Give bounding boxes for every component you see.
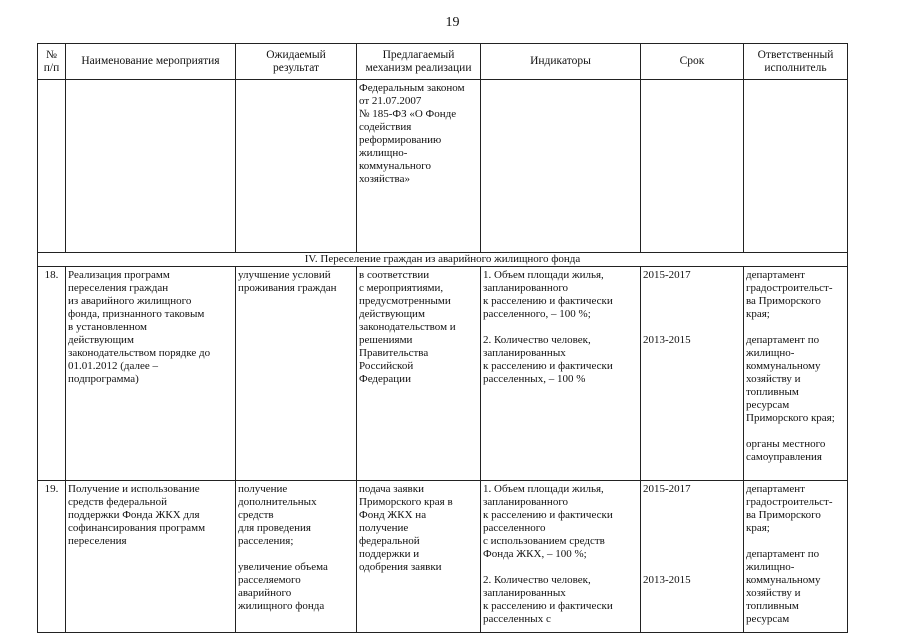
row-responsible: департамент градостроительст- ва Приморского края; департамент по жилищно- коммунальному хозяйству и топливным ресурсам — [744, 481, 848, 633]
section-title: IV. Переселение граждан из аварийного жилищного фонда — [38, 253, 848, 267]
header-responsible: Ответственный исполнитель — [744, 44, 848, 80]
measures-table — [37, 43, 848, 633]
row-term: 2015-2017 2013-2015 — [641, 267, 744, 481]
row-number: 19. — [38, 481, 66, 633]
cell-indicators — [481, 80, 641, 253]
header-term: Срок — [641, 44, 744, 80]
cell-term — [641, 80, 744, 253]
section-row — [38, 253, 848, 267]
row-responsible: департамент градостроительст- ва Приморского края; департамент по жилищно- коммунальному хозяйству и топливным ресурсам Приморского края; органы местного самоуправления — [744, 267, 848, 481]
table-header-row — [38, 44, 848, 80]
header-indicators: Индикаторы — [481, 44, 641, 80]
row-indicators: 1. Объем площади жилья, запланированного к расселению и фактически расселенного с использованием средств Фонда ЖКХ, – 100 %; 2. Количество человек, запланированных к расселению и фактически расселенных с — [481, 481, 641, 633]
header-result: Ожидаемый результат — [236, 44, 357, 80]
continuation-row — [38, 80, 848, 253]
row-name: Реализация программ переселения граждан из аварийного жилищного фонда, признанного таковым в установленном действующим законодательством порядке до 01.01.2012 (далее – подпрограмма) — [66, 267, 236, 481]
cell-name — [66, 80, 236, 253]
header-num: № п/п — [38, 44, 66, 80]
row-result: улучшение условий проживания граждан — [236, 267, 357, 481]
cell-mechanism: Федеральным законом от 21.07.2007 № 185-ФЗ «О Фонде содействия реформированию жилищно- коммунального хозяйства» — [357, 80, 481, 253]
row-mechanism: в соответствии с мероприятиями, предусмотренными действующим законодательством и решениями Правительства Российской Федерации — [357, 267, 481, 481]
row-number: 18. — [38, 267, 66, 481]
row-result: получение дополнительных средств для проведения расселения; увеличение объема расселяемого аварийного жилищного фонда — [236, 481, 357, 633]
table-row — [38, 267, 848, 481]
cell-responsible — [744, 80, 848, 253]
row-indicators: 1. Объем площади жилья, запланированного к расселению и фактически расселенного, – 100 %; 2. Количество человек, запланированных к расселению и фактически расселенных, – 100 % — [481, 267, 641, 481]
table-row — [38, 481, 848, 633]
cell-num — [38, 80, 66, 253]
row-name: Получение и использование средств федеральной поддержки Фонда ЖКХ для софинансирования программ переселения — [66, 481, 236, 633]
row-mechanism: подача заявки Приморского края в Фонд ЖКХ на получение федеральной поддержки и одобрения заявки — [357, 481, 481, 633]
header-mechanism: Предлагаемый механизм реализации — [357, 44, 481, 80]
cell-result — [236, 80, 357, 253]
header-name: Наименование мероприятия — [66, 44, 236, 80]
page-number: 19 — [445, 15, 460, 30]
row-term: 2015-2017 2013-2015 — [641, 481, 744, 633]
